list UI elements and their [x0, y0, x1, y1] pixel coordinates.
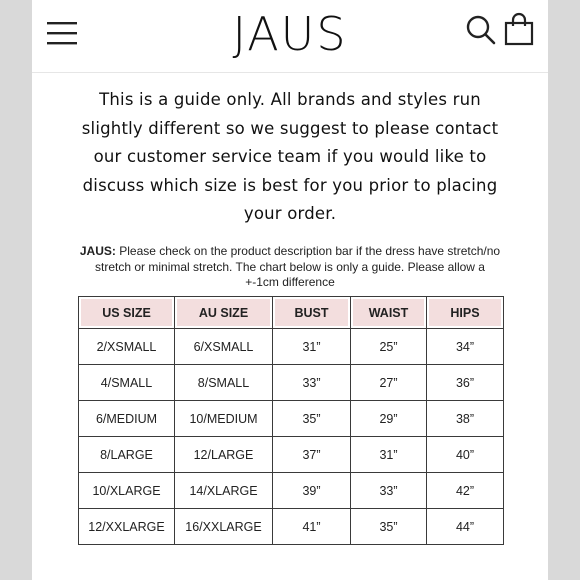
cell-bust: 33”	[273, 365, 351, 401]
table-row	[79, 437, 504, 473]
site-header	[32, 0, 548, 73]
size-guide-intro: This is a guide only. All brands and styles run slightly different so we suggest to please contact our customer service team if you would like to discuss which size is best for you prior to placing your order.	[81, 90, 499, 223]
brand-logo[interactable]: JAUS	[232, 7, 348, 61]
cell-hips: 40”	[427, 437, 504, 473]
table-row	[79, 329, 504, 365]
header-au-size: AU SIZE	[175, 297, 273, 329]
cell-us-size: 4/SMALL	[79, 365, 175, 401]
cell-hips: 44”	[427, 509, 504, 545]
cell-bust: 37”	[273, 437, 351, 473]
cell-bust: 31”	[273, 329, 351, 365]
page	[32, 0, 548, 580]
table-row	[79, 509, 504, 545]
cell-au-size: 8/SMALL	[175, 365, 273, 401]
header-waist: WAIST	[351, 297, 427, 329]
cell-au-size: 16/XXLARGE	[175, 509, 273, 545]
table-row	[79, 473, 504, 509]
cell-hips: 34”	[427, 329, 504, 365]
size-chart-table	[78, 296, 504, 545]
cell-bust: 41”	[273, 509, 351, 545]
cell-au-size: 10/MEDIUM	[175, 401, 273, 437]
cell-au-size: 12/LARGE	[175, 437, 273, 473]
size-chart-note	[78, 244, 502, 291]
cell-waist: 35”	[351, 509, 427, 545]
cell-waist: 31”	[351, 437, 427, 473]
shopping-bag-icon[interactable]	[504, 12, 534, 46]
header-us-size: US SIZE	[79, 297, 175, 329]
cell-hips: 38”	[427, 401, 504, 437]
cell-waist: 25”	[351, 329, 427, 365]
cell-us-size: 2/XSMALL	[79, 329, 175, 365]
table-header-row	[79, 297, 504, 329]
cell-hips: 42”	[427, 473, 504, 509]
note-brand: JAUS:	[79, 244, 116, 258]
table-row	[79, 401, 504, 437]
search-icon[interactable]	[466, 14, 496, 46]
header-hips: HIPS	[427, 297, 504, 329]
cell-us-size: 6/MEDIUM	[79, 401, 175, 437]
note-text: Please check on the product description bar if the dress have stretch/no stretch or minimal stretch. The chart below is only a guide. Please allow a +-1cm difference	[95, 244, 501, 289]
cell-waist: 27”	[351, 365, 427, 401]
cell-waist: 33”	[351, 473, 427, 509]
cell-bust: 39”	[273, 473, 351, 509]
cell-hips: 36”	[427, 365, 504, 401]
cell-au-size: 6/XSMALL	[175, 329, 273, 365]
cell-us-size: 10/XLARGE	[79, 473, 175, 509]
cell-waist: 29”	[351, 401, 427, 437]
header-bust: BUST	[273, 297, 351, 329]
cell-us-size: 12/XXLARGE	[79, 509, 175, 545]
cell-bust: 35”	[273, 401, 351, 437]
cell-us-size: 8/LARGE	[79, 437, 175, 473]
table-row	[79, 365, 504, 401]
cell-au-size: 14/XLARGE	[175, 473, 273, 509]
